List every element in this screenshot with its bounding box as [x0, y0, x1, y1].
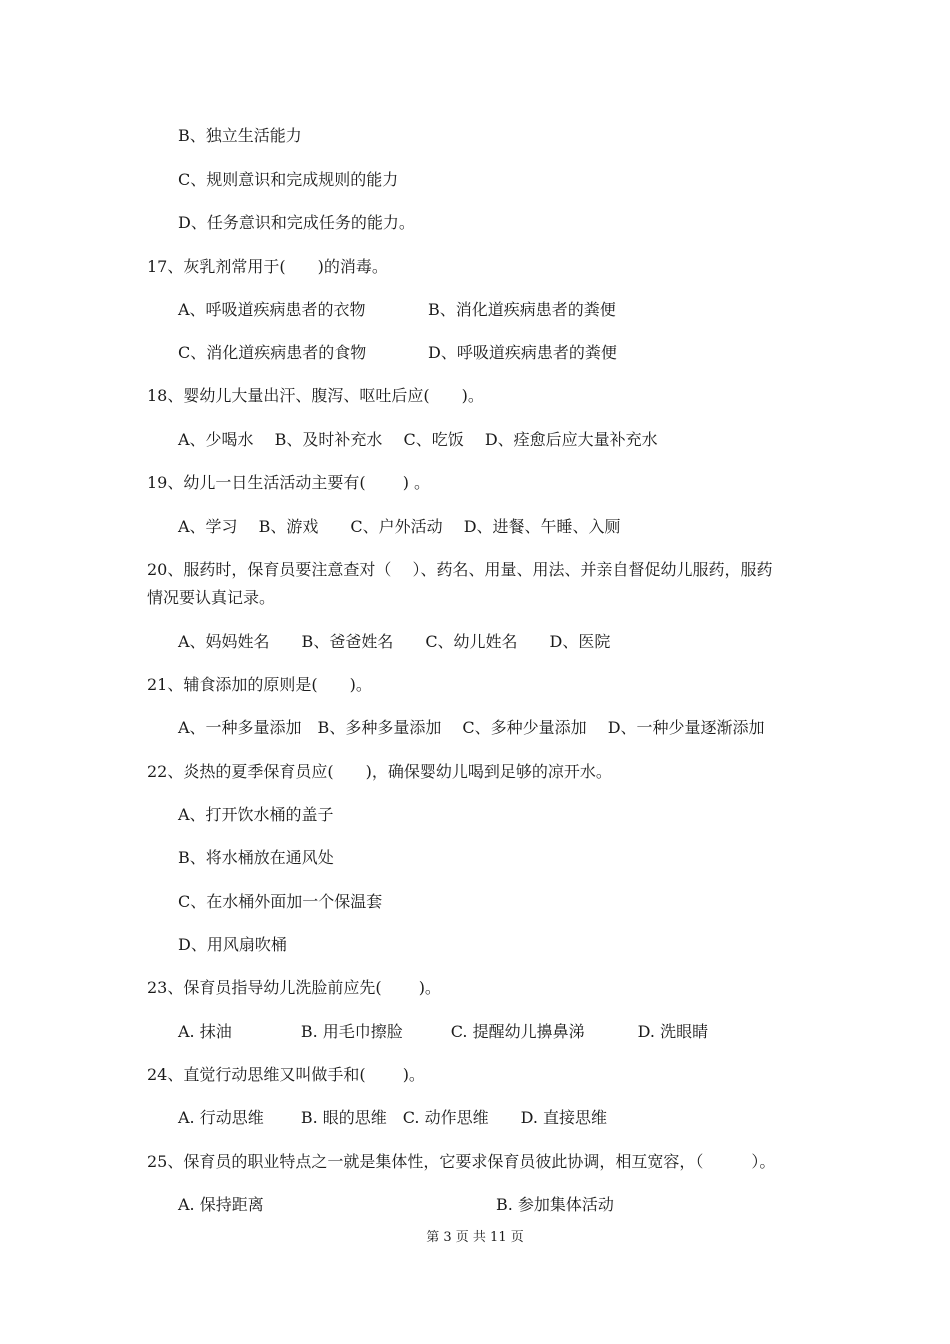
options-20: A、妈妈姓名 B、爸爸姓名 C、幼儿姓名 D、医院: [178, 632, 611, 651]
question-22: 22、炎热的夏季保育员应( )，确保婴幼儿喝到足够的凉开水。: [147, 762, 612, 781]
page-number: 第 3 页 共 11 页: [426, 1230, 524, 1245]
option-16-c: C、规则意识和完成规则的能力: [178, 170, 399, 189]
question-24: 24、直觉行动思维又叫做手和( )。: [147, 1065, 425, 1084]
option-17-a: A、呼吸道疾病患者的衣物: [178, 300, 366, 319]
question-23: 23、保育员指导幼儿洗脸前应先( )。: [147, 978, 441, 997]
question-21: 21、辅食添加的原则是( )。: [147, 675, 372, 694]
option-22-a: A、打开饮水桶的盖子: [178, 805, 334, 824]
option-16-d: D、任务意识和完成任务的能力。: [178, 213, 415, 232]
question-20-continued: 情况要认真记录。: [147, 588, 276, 607]
option-16-b: B、独立生活能力: [178, 126, 302, 145]
question-17: 17、灰乳剂常用于( )的消毒。: [147, 257, 388, 276]
option-22-b: B、将水桶放在通风处: [178, 848, 334, 867]
options-24: A. 行动思维 B. 眼的思维 C. 动作思维 D. 直接思维: [178, 1108, 608, 1127]
options-21: A、一种多量添加 B、多种多量添加 C、多种少量添加 D、一种少量逐渐添加: [178, 718, 765, 737]
option-17-c: C、消化道疾病患者的食物: [178, 343, 367, 362]
option-25-a: A. 保持距离: [178, 1195, 264, 1214]
question-19: 19、幼儿一日生活活动主要有( ) 。: [147, 473, 431, 492]
option-17-d: D、呼吸道疾病患者的粪便: [428, 343, 617, 362]
options-18: A、少喝水 B、及时补充水 C、吃饭 D、痊愈后应大量补充水: [178, 430, 658, 449]
option-17-b: B、消化道疾病患者的粪便: [428, 300, 616, 319]
option-22-c: C、在水桶外面加一个保温套: [178, 892, 383, 911]
options-23: A. 抹油 B. 用毛巾擦脸 C. 提醒幼儿擤鼻涕 D. 洗眼睛: [178, 1022, 709, 1041]
option-25-b: B. 参加集体活动: [496, 1195, 614, 1214]
option-22-d: D、用风扇吹桶: [178, 935, 287, 954]
question-18: 18、婴幼儿大量出汗、腹泻、呕吐后应( )。: [147, 386, 484, 405]
options-19: A、学习 B、游戏 C、户外活动 D、进餐、午睡、入厕: [178, 517, 621, 536]
question-25: 25、保育员的职业特点之一就是集体性，它要求保育员彼此协调，相互宽容，（ ）。: [147, 1152, 776, 1171]
question-20: 20、服药时，保育员要注意查对（ ）、药名、用量、用法、并亲自督促幼儿服药，服药: [147, 560, 773, 579]
